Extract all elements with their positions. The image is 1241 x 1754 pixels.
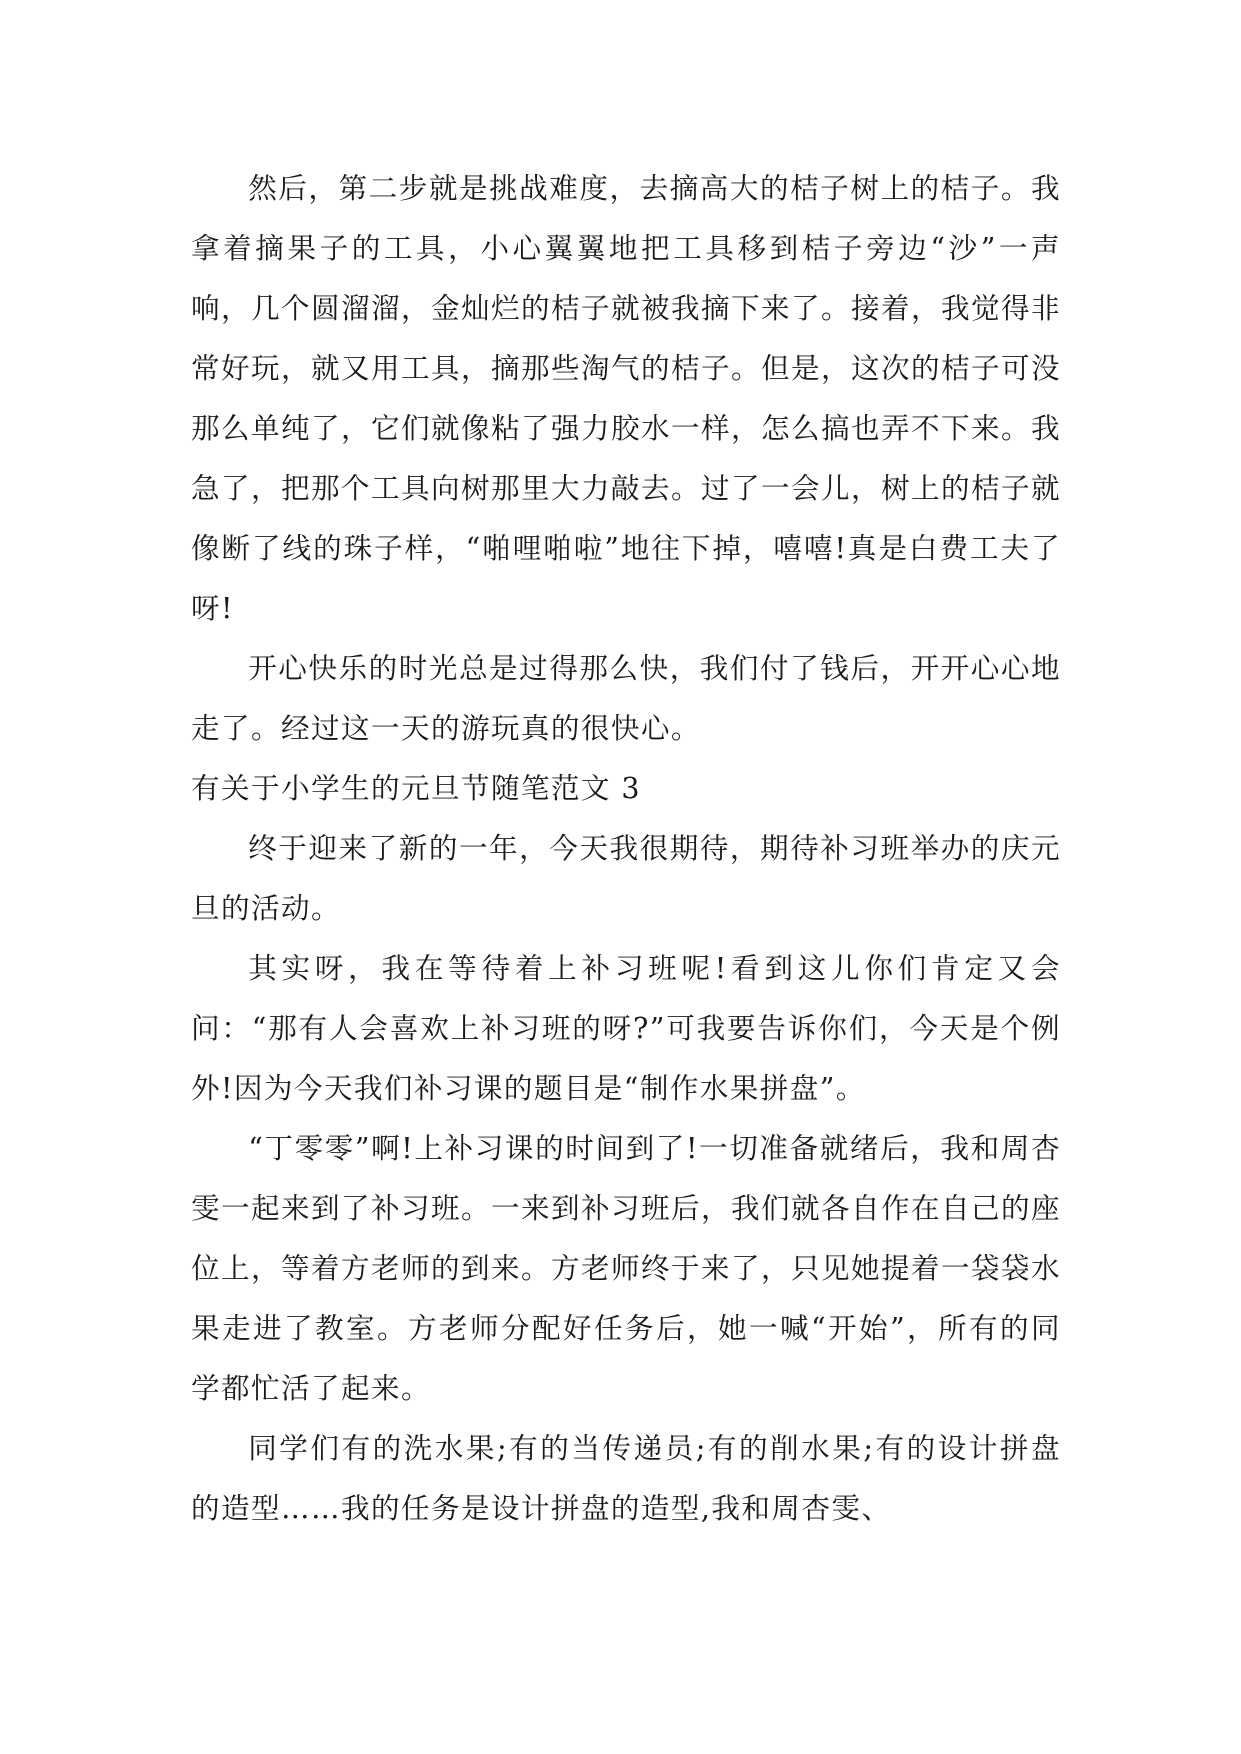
paragraph-new-year: 终于迎来了新的一年，今天我很期待，期待补习班举办的庆元旦的活动。 (191, 831, 1061, 925)
paragraph-happy-time: 开心快乐的时光总是过得那么快，我们付了钱后，开开心心地走了。经过这一天的游玩真的很快心。 (191, 651, 1061, 745)
paragraph-picking-oranges: 然后，第二步就是挑战难度，去摘高大的桔子树上的桔子。我拿着摘果子的工具，小心翼翼地把工具移到桔子旁边“沙”一声响，几个圆溜溜，金灿烂的桔子就被我摘下来了。接着，我觉得非常好玩，就又用工具，摘那些淘气的桔子。但是，这次的桔子可没那么单纯了，它们就像粘了强力胶水一样，怎么搞也弄不下来。我急了，把那个工具向树那里大力敲去。过了一会儿，树上的桔子就像断了线的珠子样，“啪哩啪啦”地往下掉，嘻嘻!真是白费工夫了呀! (191, 171, 1061, 625)
section-title: 有关于小学生的元旦节随笔范文 3 (191, 771, 641, 805)
paragraph-waiting-class: 其实呀，我在等待着上补习班呢!看到这儿你们肯定又会问：“那有人会喜欢上补习班的呀?”可我要告诉你们，今天是个例外!因为今天我们补习课的题目是“制作水果拼盘”。 (191, 951, 1061, 1105)
document-body (191, 158, 1061, 1538)
paragraph-tasks: 同学们有的洗水果;有的当传递员;有的削水果;有的设计拼盘的造型……我的任务是设计拼盘的造型,我和周杏雯、 (191, 1431, 1061, 1525)
paragraph-class-begins: “丁零零”啊!上补习课的时间到了!一切准备就绪后，我和周杏雯一起来到了补习班。一来到补习班后，我们就各自作在自己的座位上，等着方老师的到来。方老师终于来了，只见她提着一袋袋水果走进了教室。方老师分配好任务后，她一喊“开始”，所有的同学都忙活了起来。 (191, 1131, 1061, 1405)
